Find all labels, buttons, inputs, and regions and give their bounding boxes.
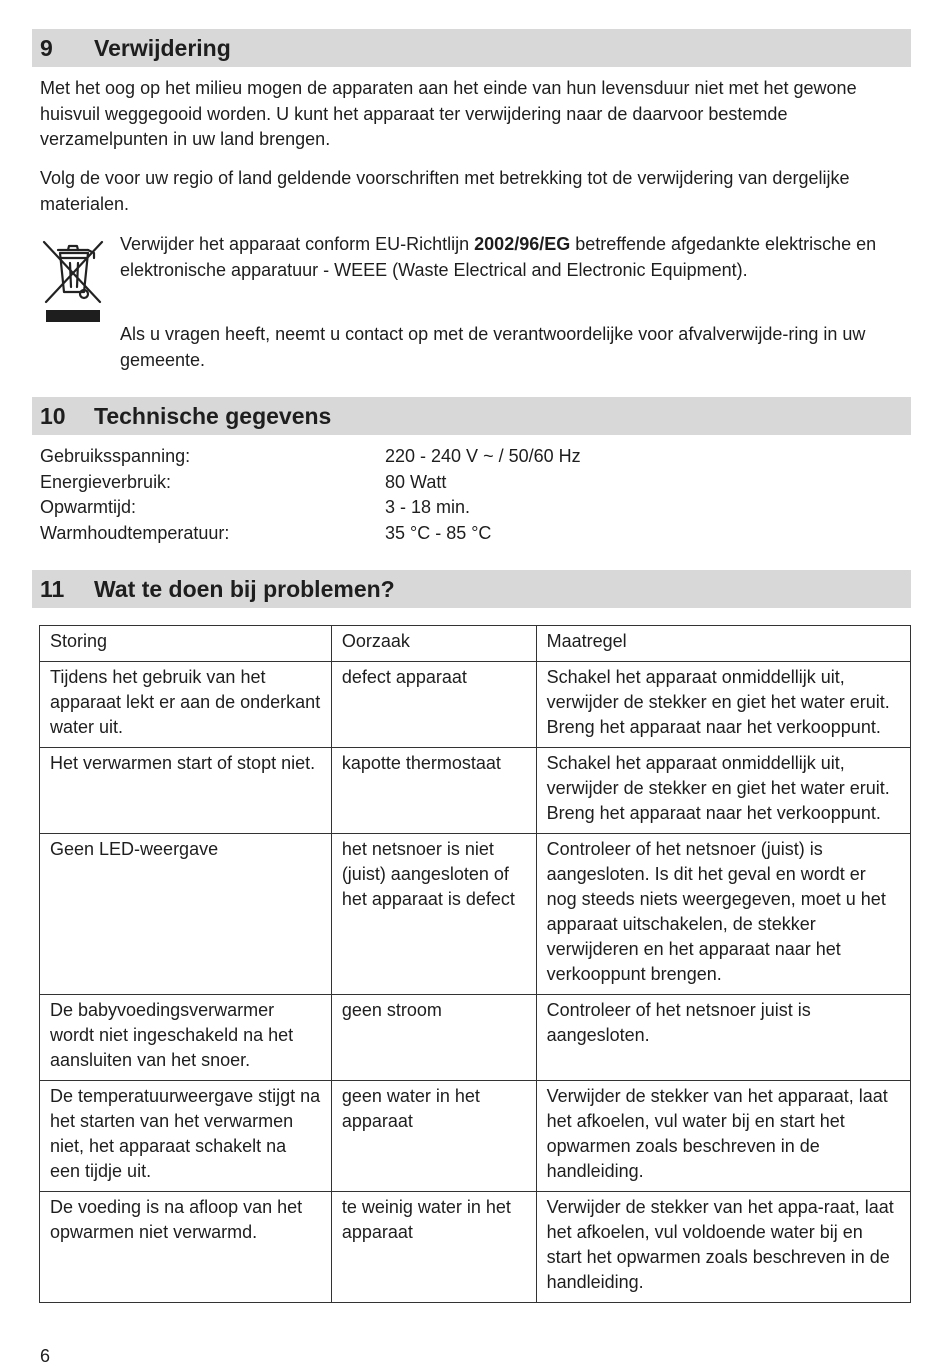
- tech-value: 80 Watt: [385, 471, 447, 492]
- cell-maatregel: Controleer of het netsnoer (juist) is aangesloten. Is dit het geval en wordt er nog steeds niets weergegeven, moet u het apparaat uitschakelen, de stekker verwijderen en het apparaat naar het verkooppunt brengen.: [536, 834, 910, 995]
- cell-oorzaak: het netsnoer is niet (juist) aangesloten of het apparaat is defect: [331, 834, 536, 995]
- section-11-header: [32, 570, 911, 608]
- weee-text-pre: Verwijder het apparaat conform EU-Richtlijn: [120, 234, 475, 254]
- directive-number: 2002/96/EG: [474, 234, 571, 254]
- tech-label: Energieverbruik:: [40, 471, 172, 492]
- cell-oorzaak: geen stroom: [331, 995, 536, 1081]
- page-number: 6: [40, 1346, 51, 1366]
- section-11-title: Wat te doen bij problemen?: [94, 575, 395, 602]
- tech-label: Gebruiksspanning:: [40, 446, 191, 466]
- section-9-paragraph-2: Volg de voor uw regio of land geldende voorschriften met betrekking tot de verwijdering van dergelijke materialen.: [40, 168, 850, 214]
- section-9-paragraph-1: Met het oog op het milieu mogen de apparaten aan het einde van hun levensduur niet met het gewone huisvuil weggegooid worden. U kunt het apparaat ter verwijdering naar de daarvoor bestemde verzamelpunten in uw land brengen.: [40, 78, 857, 149]
- table-row: [40, 1081, 911, 1192]
- section-9-title: Verwijdering: [94, 34, 231, 61]
- column-header-oorzaak: Oorzaak: [331, 626, 536, 662]
- section-10-header: [32, 397, 911, 435]
- tech-row: [40, 444, 740, 470]
- cell-maatregel: Verwijder de stekker van het appa-raat, laat het afkoelen, vul voldoende water bij en start het opwarmen zoals beschreven in de handleiding.: [536, 1192, 910, 1303]
- cell-oorzaak: kapotte thermostaat: [331, 748, 536, 834]
- crossed-out-wheelie-bin-icon: [40, 236, 106, 329]
- cell-oorzaak: defect apparaat: [331, 662, 536, 748]
- cell-storing: Tijdens het gebruik van het apparaat lekt er aan de onderkant water uit.: [40, 662, 332, 748]
- troubleshooting-table: [39, 625, 911, 1303]
- tech-value: 35 °C - 85 °C: [385, 522, 492, 543]
- table-row: [40, 834, 911, 995]
- cell-storing: Het verwarmen start of stopt niet.: [40, 748, 332, 834]
- table-row: [40, 748, 911, 834]
- cell-storing: De babyvoedingsverwarmer wordt niet ingeschakeld na het aansluiten van het snoer.: [40, 995, 332, 1081]
- tech-label: Opwarmtijd:: [40, 497, 137, 517]
- tech-row: [40, 470, 740, 496]
- section-9-number: 9: [40, 34, 53, 61]
- tech-value: 220 - 240 V ~ / 50/60 Hz: [385, 446, 581, 466]
- table-row: [40, 995, 911, 1081]
- weee-directive-paragraph: [120, 232, 900, 283]
- cell-maatregel: Controleer of het netsnoer juist is aangesloten.: [536, 995, 910, 1081]
- cell-maatregel: Verwijder de stekker van het apparaat, laat het afkoelen, vul water bij en start het opwarmen zoals beschreven in de handleiding.: [536, 1081, 910, 1192]
- column-header-storing: Storing: [40, 626, 332, 662]
- cell-storing: De temperatuurweergave stijgt na het starten van het verwarmen niet, het apparaat schakelt na een tijdje uit.: [40, 1081, 332, 1192]
- technical-data-list: [40, 444, 740, 546]
- tech-row: [40, 521, 740, 547]
- cell-storing: De voeding is na afloop van het opwarmen niet verwarmd.: [40, 1192, 332, 1303]
- tech-label: Warmhoudtemperatuur:: [40, 522, 230, 543]
- section-11-number: 11: [40, 575, 65, 602]
- column-header-maatregel: Maatregel: [536, 626, 910, 662]
- tech-row: [40, 495, 740, 521]
- contact-paragraph: Als u vragen heeft, neemt u contact op met de verantwoordelijke voor afvalverwijde-ring in uw gemeente.: [120, 324, 866, 370]
- cell-storing: Geen LED-weergave: [40, 834, 332, 995]
- table-row: [40, 662, 911, 748]
- section-10-title: Technische gegevens: [94, 402, 332, 429]
- cell-maatregel: Schakel het apparaat onmiddellijk uit, verwijder de stekker en giet het water eruit. Breng het apparaat naar het verkooppunt.: [536, 662, 910, 748]
- table-header-row: [40, 626, 911, 662]
- table-row: [40, 1192, 911, 1303]
- cell-maatregel: Schakel het apparaat onmiddellijk uit, verwijder de stekker en giet het water eruit. Breng het apparaat naar het verkooppunt.: [536, 748, 910, 834]
- tech-value: 3 - 18 min.: [385, 497, 471, 517]
- cell-oorzaak: geen water in het apparaat: [331, 1081, 536, 1192]
- section-9-header: [32, 29, 911, 67]
- weee-text-post: betreffende afgedankte elektrische en elektronische apparatuur - WEEE (Waste Electrical and Electronic Equipment).: [120, 234, 877, 280]
- section-10-number: 10: [40, 402, 66, 429]
- cell-oorzaak: te weinig water in het apparaat: [331, 1192, 536, 1303]
